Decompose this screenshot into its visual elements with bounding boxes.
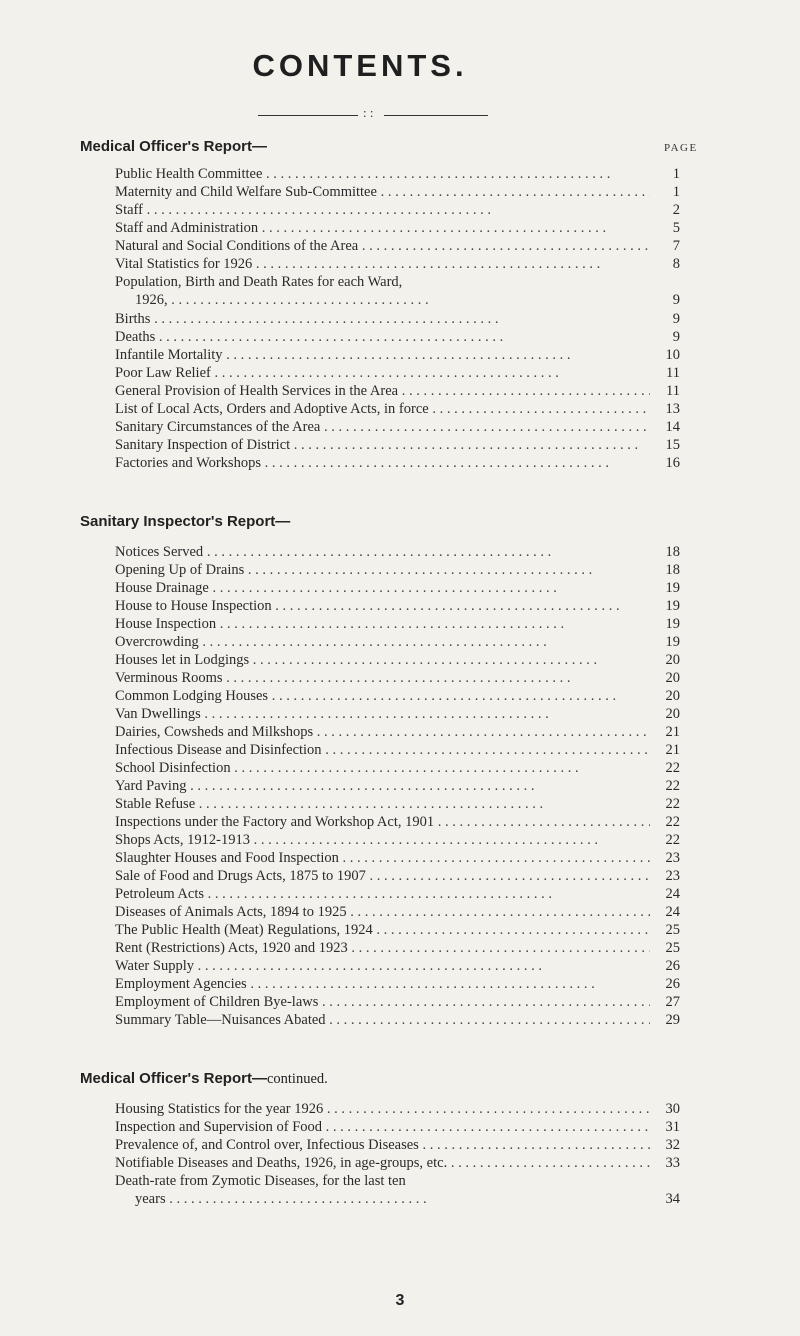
toc-entry-page: 32	[665, 1137, 680, 1153]
toc-entry-page: 23	[665, 850, 680, 866]
toc-entry-text: Notices Served . . .	[115, 543, 650, 561]
toc-entry-text: Shops Acts, 1912-1913 . . .	[115, 831, 650, 849]
toc-entry	[115, 723, 680, 741]
toc-entry	[115, 382, 680, 400]
toc-entry-page: 1	[672, 166, 680, 182]
toc-entry	[115, 201, 680, 219]
toc-entry	[115, 777, 680, 795]
section-heading-continued: continued.	[266, 1071, 328, 1087]
toc-entry	[115, 1154, 680, 1172]
toc-entry-page: 9	[672, 311, 680, 327]
toc-entry-text: House Drainage . . .	[115, 579, 650, 597]
toc-entry-text: The Public Health (Meat) Regulations, 1924 . . .	[115, 921, 650, 939]
toc-entry-page: 29	[665, 1012, 680, 1028]
toc-entry-text: Van Dwellings . . .	[115, 705, 650, 723]
toc-entry-text: Water Supply . . .	[115, 957, 650, 975]
toc-entry-page: 25	[665, 922, 680, 938]
toc-entry-text: Factories and Workshops . . .	[115, 454, 650, 472]
toc-entry-text: Inspections under the Factory and Workshop Act, 1901 . . .	[115, 813, 650, 831]
toc-entry-text: Natural and Social Conditions of the Area . . .	[115, 237, 650, 255]
toc-entry-text: Staff . . .	[115, 201, 650, 219]
toc-entry	[115, 400, 680, 418]
toc-entry-page: 21	[665, 724, 680, 740]
toc-entry-text: House to House Inspection . . .	[115, 597, 650, 615]
toc-entry-text: Infantile Mortality . . .	[115, 346, 650, 364]
toc-entry-page: 20	[665, 652, 680, 668]
toc-entry-page: 15	[665, 437, 680, 453]
toc-entry-page: 26	[665, 976, 680, 992]
toc-entry-page: 24	[665, 886, 680, 902]
toc-entry	[115, 669, 680, 687]
toc-entry-text: Summary Table—Nuisances Abated . . .	[115, 1011, 650, 1029]
page-column-label: PAGE	[664, 142, 698, 154]
divider-mark: : :	[363, 105, 374, 120]
toc-entry	[115, 633, 680, 651]
toc-entry	[115, 273, 680, 309]
toc-entry	[115, 939, 680, 957]
toc-entry-text: House Inspection . . .	[115, 615, 650, 633]
toc-entry	[115, 759, 680, 777]
divider-line-right	[384, 115, 488, 116]
toc-entry	[115, 219, 680, 237]
toc-entry-page: 9	[672, 329, 680, 345]
toc-entry-page: 18	[665, 562, 680, 578]
toc-entry	[115, 615, 680, 633]
toc-entry-text: Petroleum Acts . . .	[115, 885, 650, 903]
toc-entry-page: 22	[665, 760, 680, 776]
toc-entry	[115, 831, 680, 849]
toc-entry-page: 31	[665, 1119, 680, 1135]
toc-entry	[115, 1136, 680, 1154]
toc-entry	[115, 418, 680, 436]
toc-entry-page: 11	[666, 383, 680, 399]
toc-entry	[115, 921, 680, 939]
toc-entry-text: Housing Statistics for the year 1926 . . .	[115, 1100, 650, 1118]
toc-entry	[115, 237, 680, 255]
toc-entry-page: 13	[665, 401, 680, 417]
toc-entry-text: Deaths . . .	[115, 328, 650, 346]
toc-entry-page: 30	[665, 1101, 680, 1117]
toc-entry-page: 18	[665, 544, 680, 560]
toc-entry-page: 33	[665, 1155, 680, 1171]
toc-entry	[115, 255, 680, 273]
toc-entry-text: Maternity and Child Welfare Sub-Committee . . .	[115, 183, 650, 201]
toc-entry	[115, 1118, 680, 1136]
toc-entry-text: Poor Law Relief . . .	[115, 364, 650, 382]
toc-entry	[115, 975, 680, 993]
toc-entry-page: 16	[665, 455, 680, 471]
toc-entry-text: Verminous Rooms . . .	[115, 669, 650, 687]
toc-entry-text: Staff and Administration . . .	[115, 219, 650, 237]
toc-entry-text-continued: years . . .	[135, 1190, 650, 1208]
toc-entry-page: 21	[665, 742, 680, 758]
toc-entry	[115, 436, 680, 454]
toc-entry	[115, 1100, 680, 1118]
toc-entry-page: 2	[672, 202, 680, 218]
toc-entry-text: Yard Paving . . .	[115, 777, 650, 795]
toc-entry-text: Vital Statistics for 1926 . . .	[115, 255, 650, 273]
toc-entry	[115, 346, 680, 364]
toc-entry-text: General Provision of Health Services in the Area . . .	[115, 382, 650, 400]
toc-entry	[115, 1172, 680, 1208]
toc-entry	[115, 183, 680, 201]
toc-entry	[115, 543, 680, 561]
toc-entry-text: Notifiable Diseases and Deaths, 1926, in age-groups, etc. . . .	[115, 1154, 650, 1172]
toc-entry-page: 19	[665, 616, 680, 632]
toc-entry-page: 19	[665, 580, 680, 596]
toc-entry-page: 14	[665, 419, 680, 435]
toc-entry	[115, 310, 680, 328]
divider-line-left	[258, 115, 358, 116]
section-heading-medical-officer-continued	[80, 1070, 328, 1088]
toc-entry-page: 10	[665, 347, 680, 363]
toc-entry-text: Employment of Children Bye-laws . . .	[115, 993, 650, 1011]
title-divider	[258, 105, 488, 122]
toc-entry	[115, 957, 680, 975]
toc-entry	[115, 813, 680, 831]
toc-entry-text: List of Local Acts, Orders and Adoptive Acts, in force . . .	[115, 400, 650, 418]
toc-entry	[115, 849, 680, 867]
toc-entry-page: 9	[672, 292, 680, 308]
toc-entry	[115, 903, 680, 921]
toc-entry-page: 7	[672, 238, 680, 254]
toc-entry-text: Population, Birth and Death Rates for each Ward,	[115, 274, 403, 290]
toc-entry	[115, 579, 680, 597]
toc-entry-text: Common Lodging Houses . . .	[115, 687, 650, 705]
toc-entry-text: School Disinfection . . .	[115, 759, 650, 777]
page-number: 3	[395, 1292, 405, 1309]
toc-entry-text: Houses let in Lodgings . . .	[115, 651, 650, 669]
toc-entry-text: Sanitary Inspection of District . . .	[115, 436, 650, 454]
toc-entry-page: 22	[665, 814, 680, 830]
toc-entry	[115, 795, 680, 813]
toc-entry-page: 20	[665, 706, 680, 722]
toc-entry-page: 22	[665, 796, 680, 812]
toc-entry-text: Public Health Committee . . .	[115, 165, 650, 183]
toc-entry-text: Employment Agencies . . .	[115, 975, 650, 993]
toc-entry-page: 5	[672, 220, 680, 236]
toc-entry	[115, 561, 680, 579]
toc-entry-page: 24	[665, 904, 680, 920]
toc-entry-text: Sanitary Circumstances of the Area . . .	[115, 418, 650, 436]
page-title: CONTENTS.	[252, 48, 468, 83]
toc-entry-page: 20	[665, 688, 680, 704]
toc-entry	[115, 328, 680, 346]
toc-entry	[115, 705, 680, 723]
toc-entry	[115, 993, 680, 1011]
toc-entry	[115, 165, 680, 183]
section-heading-text: Medical Officer's Report—	[80, 1070, 267, 1087]
toc-entry-page: 11	[666, 365, 680, 381]
toc-entry-page: 23	[665, 868, 680, 884]
toc-entry	[115, 687, 680, 705]
toc-entry-text: Prevalence of, and Control over, Infectious Diseases . . .	[115, 1136, 650, 1154]
section-heading-sanitary-inspector: Sanitary Inspector's Report—	[80, 513, 291, 530]
toc-entry-page: 27	[665, 994, 680, 1010]
toc-entry-text: Diseases of Animals Acts, 1894 to 1925 . . .	[115, 903, 650, 921]
toc-entry-page: 1	[672, 184, 680, 200]
toc-entry-page: 20	[665, 670, 680, 686]
toc-entry-text: Infectious Disease and Disinfection . . .	[115, 741, 650, 759]
toc-entry	[115, 364, 680, 382]
toc-entry-text: Opening Up of Drains . . .	[115, 561, 650, 579]
toc-entry	[115, 597, 680, 615]
toc-entry-page: 19	[665, 634, 680, 650]
toc-entry-text-continued: 1926, . . .	[135, 291, 650, 309]
section-heading-medical-officer: Medical Officer's Report—	[80, 138, 267, 155]
toc-entry	[115, 885, 680, 903]
toc-entry	[115, 867, 680, 885]
toc-entry-text: Inspection and Supervision of Food . . .	[115, 1118, 650, 1136]
toc-entry-page: 25	[665, 940, 680, 956]
toc-entry	[115, 454, 680, 472]
toc-entry-text: Slaughter Houses and Food Inspection . . .	[115, 849, 650, 867]
toc-entry-text: Overcrowding . . .	[115, 633, 650, 651]
toc-entry-page: 22	[665, 832, 680, 848]
toc-entry-text: Rent (Restrictions) Acts, 1920 and 1923 . . .	[115, 939, 650, 957]
toc-entry-page: 8	[672, 256, 680, 272]
toc-entry-text: Death-rate from Zymotic Diseases, for the last ten	[115, 1173, 406, 1189]
toc-entry-page: 19	[665, 598, 680, 614]
toc-entry-page: 26	[665, 958, 680, 974]
toc-entry-text: Sale of Food and Drugs Acts, 1875 to 1907 . . .	[115, 867, 650, 885]
toc-entry	[115, 651, 680, 669]
toc-entry-page: 34	[665, 1191, 680, 1207]
toc-entry	[115, 741, 680, 759]
toc-entry-text: Births . . .	[115, 310, 650, 328]
toc-entry-page: 22	[665, 778, 680, 794]
toc-entry	[115, 1011, 680, 1029]
toc-entry-text: Dairies, Cowsheds and Milkshops . . .	[115, 723, 650, 741]
toc-entry-text: Stable Refuse . . .	[115, 795, 650, 813]
